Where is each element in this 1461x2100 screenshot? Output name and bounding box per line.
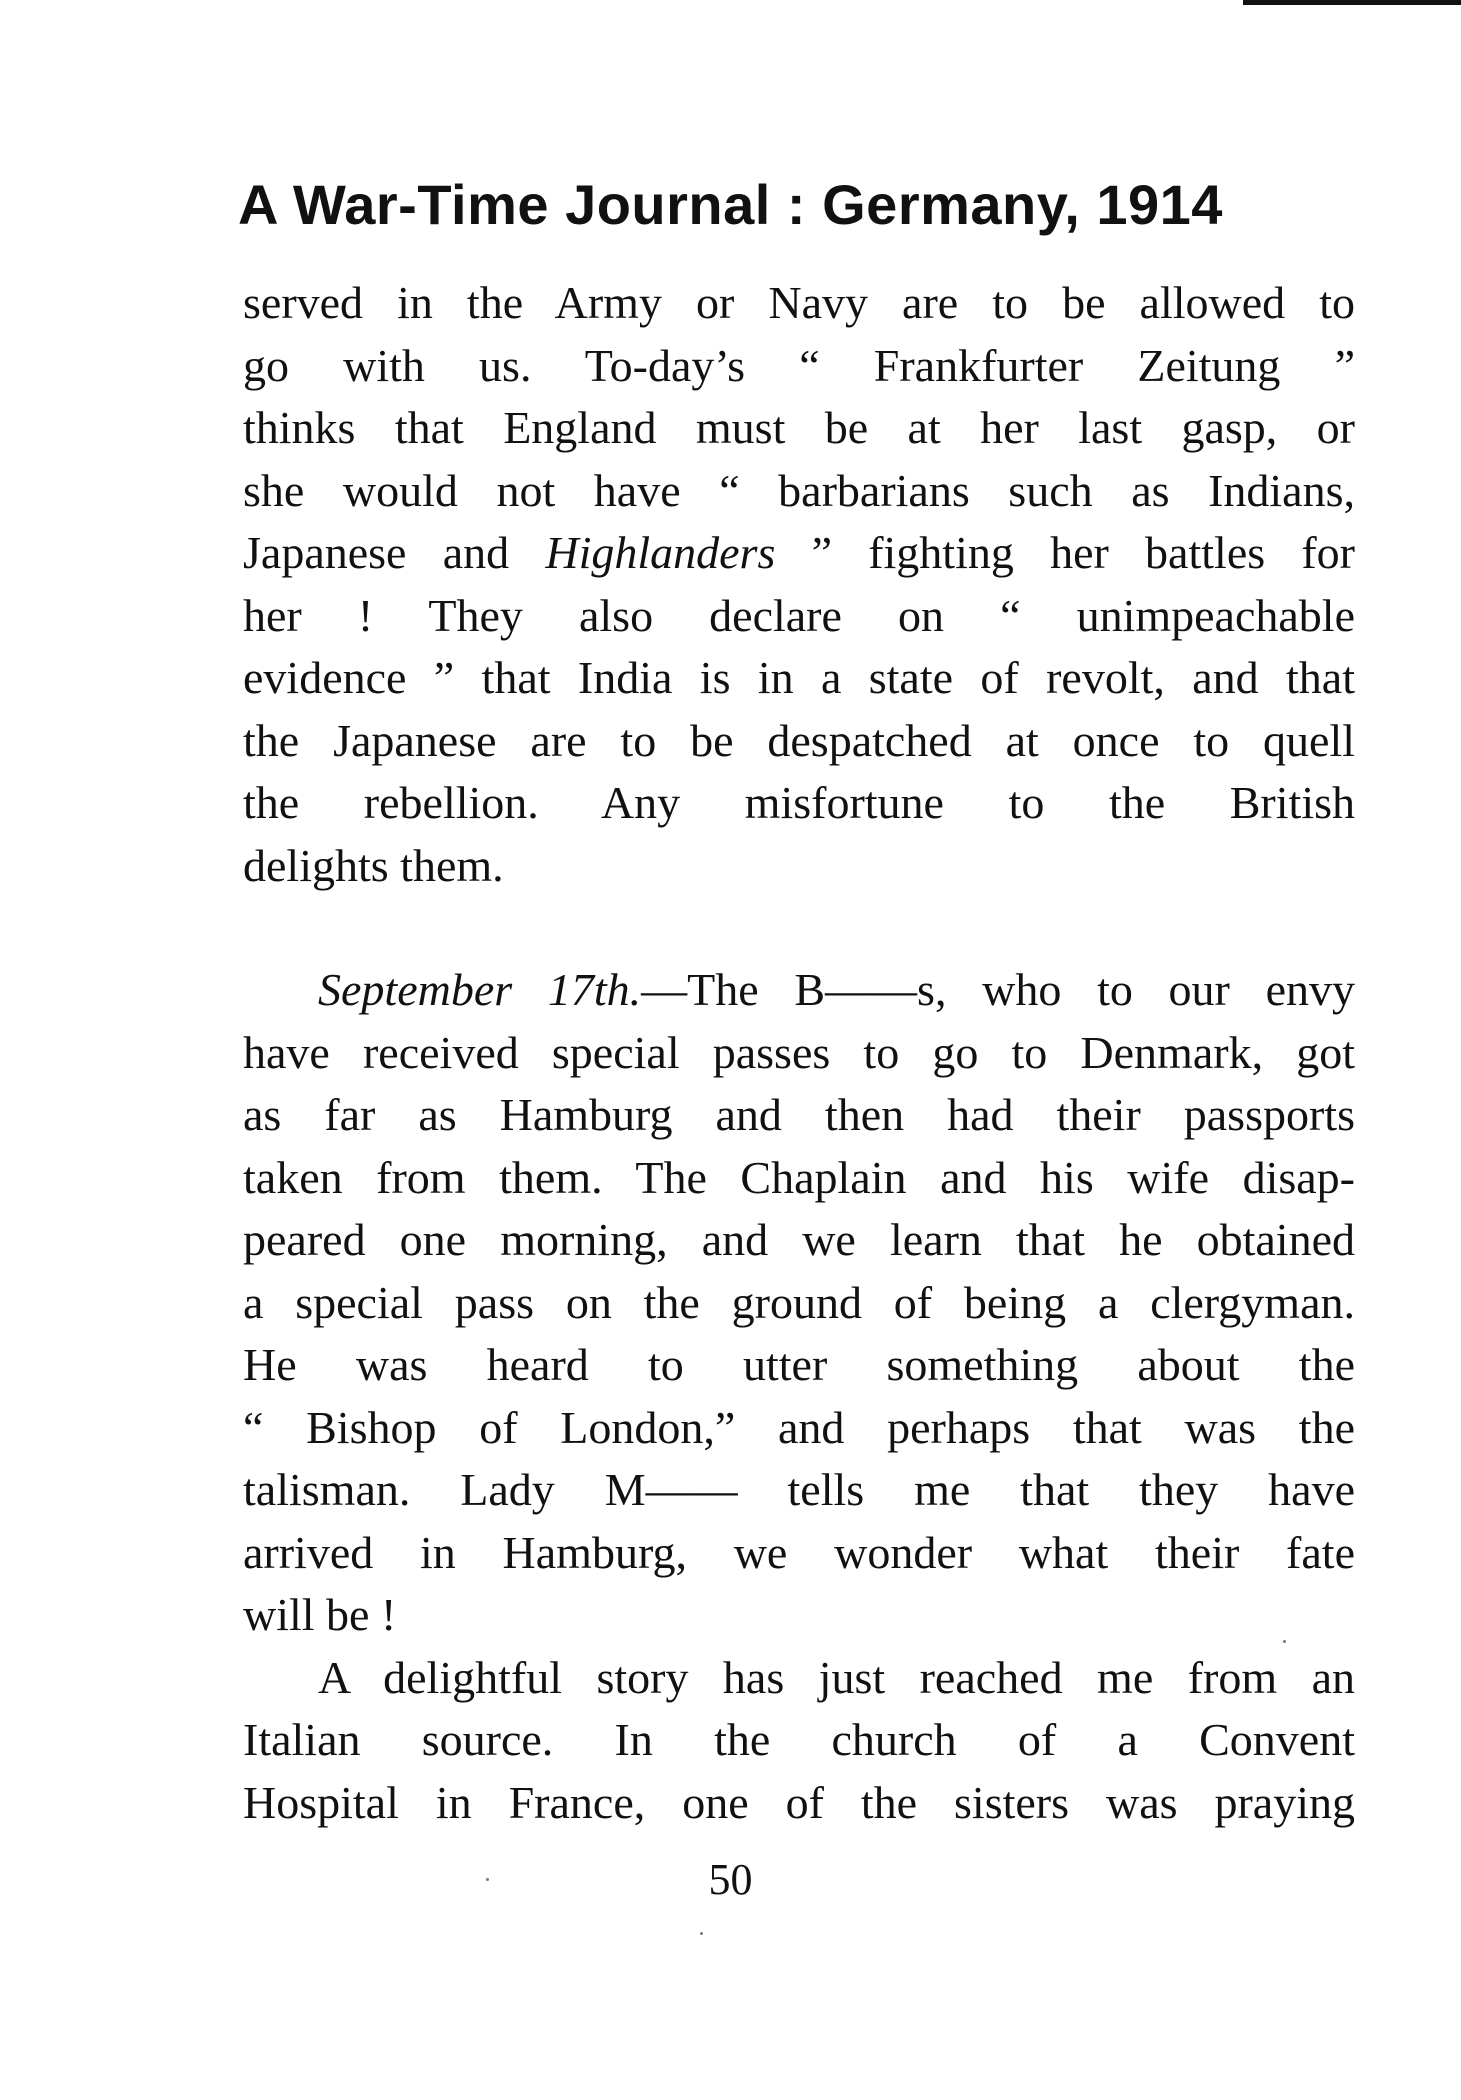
text-line: thinks that England must be at her last gasp, or <box>243 402 1355 453</box>
text-line: as far as Hamburg and then had their passports <box>243 1089 1355 1140</box>
text-line <box>243 959 1355 1022</box>
text-segment: —The B——s, who to our envy <box>641 964 1355 1015</box>
text-line: have received special passes to go to Denmark, got <box>243 1026 1355 1078</box>
text-line: taken from them. The Chaplain and his wife disap- <box>243 1151 1355 1203</box>
paragraph-2 <box>243 959 1355 1647</box>
text-line: A delightful story has just reached me from an <box>318 1651 1355 1703</box>
text-line: the rebellion. Any misfortune to the British <box>243 777 1355 828</box>
text-line: evidence ” that India is in a state of revolt, and that <box>243 652 1355 703</box>
text-line: He was heard to utter something about the <box>243 1339 1355 1390</box>
text-line: talisman. Lady M—— tells me that they have <box>243 1464 1355 1515</box>
entry-date: September 17th. <box>318 964 642 1015</box>
text-line: the Japanese are to be despatched at once to quell <box>243 714 1355 766</box>
page-number: 50 <box>708 1855 753 1904</box>
scan-speck <box>700 1932 703 1935</box>
paragraph-spacer <box>243 897 1355 959</box>
text-segment: Japanese and <box>243 527 546 578</box>
body-text <box>243 272 1355 1834</box>
text-line <box>243 522 1355 585</box>
text-line: Italian source. In the church of a Convent <box>243 1714 1355 1765</box>
text-line: her ! They also declare on “ unimpeachable <box>243 589 1355 641</box>
text-segment: ” fighting her battles for <box>775 527 1355 578</box>
text-line: peared one morning, and we learn that he obtained <box>243 1214 1355 1265</box>
text-line: delights them. <box>243 839 504 891</box>
text-line: a special pass on the ground of being a clergyman. <box>243 1276 1355 1328</box>
scan-edge-rule <box>1243 0 1461 5</box>
text-line: “ Bishop of London,” and perhaps that was the <box>243 1401 1355 1453</box>
paragraph-3 <box>243 1647 1355 1835</box>
text-line: Hospital in France, one of the sisters was praying <box>243 1776 1355 1828</box>
text-line: go with us. To-day’s “ Frankfurter Zeitung ” <box>243 339 1355 391</box>
paragraph-1 <box>243 272 1355 897</box>
text-line: arrived in Hamburg, we wonder what their fate <box>243 1526 1355 1578</box>
text-line: served in the Army or Navy are to be allowed to <box>243 277 1355 328</box>
text-line: she would not have “ barbarians such as Indians, <box>243 464 1355 516</box>
running-head: A War-Time Journal : Germany, 1914 <box>238 173 1223 236</box>
text-line: will be ! <box>243 1589 397 1640</box>
scan-speck <box>1283 1640 1286 1643</box>
scan-speck <box>486 1878 489 1881</box>
italic-word: Highlanders <box>545 527 776 578</box>
